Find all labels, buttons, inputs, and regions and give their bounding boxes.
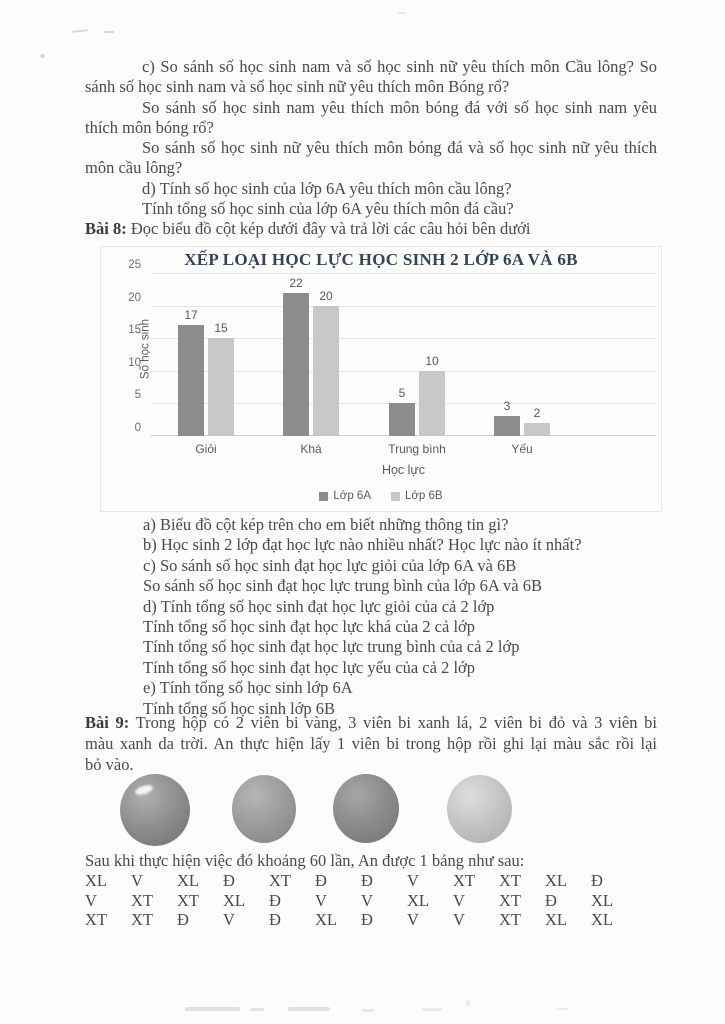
table-cell: Đ (361, 910, 373, 930)
bar-6b-trungbinh (419, 371, 445, 436)
table-cell: XL (315, 910, 337, 930)
results-letter-table (85, 871, 637, 930)
y-tick-25: 25 (128, 259, 141, 271)
exercise-9-label: Bài 9: (85, 713, 130, 732)
text-line: bỏ vào. (85, 755, 134, 774)
y-tick-10: 10 (128, 357, 141, 369)
legend-item-6b (391, 490, 443, 502)
bar-value-label: 17 (184, 308, 198, 323)
bar-group-yeu (494, 273, 550, 436)
table-cell: Đ (269, 890, 281, 910)
marble-image-1 (120, 774, 190, 846)
chart-title: XẾP LOẠI HỌC LỰC HỌC SINH 2 LỚP 6A VÀ 6B (184, 250, 578, 269)
text-line: c) So sánh số học sinh nam và số học sinh nữ yêu thích môn Cầu lông? So (142, 57, 657, 76)
bar-value-label: 15 (214, 321, 228, 336)
scan-artifact (362, 1009, 374, 1012)
table-cell: V (315, 890, 327, 910)
x-axis-title: Học lực (381, 463, 426, 477)
bar-6a-kha (283, 293, 309, 436)
scan-artifact (466, 1000, 470, 1006)
pencil-mark (40, 54, 45, 58)
scan-artifact (250, 1008, 264, 1011)
table-cell: V (223, 910, 235, 930)
table-cell: XL (545, 871, 567, 890)
table-cell: XT (499, 910, 521, 930)
exercise-8-text: Đọc biểu đồ cột kép dưới đây và trả lời các câu hỏi bên dưới (126, 219, 531, 239)
bar-chart (100, 246, 662, 512)
pencil-mark (72, 29, 88, 33)
table-cell: XT (499, 890, 521, 910)
text-line: e) Tính tổng số học sinh lớp 6A (143, 678, 353, 698)
category-label-gioi: Giỏi (195, 442, 217, 456)
bar-6a-gioi (178, 325, 204, 436)
exercise-9-heading (85, 712, 657, 733)
text-line: Tính tổng số học sinh đạt học lực yếu của cả 2 lớp (143, 657, 476, 677)
table-cell: Đ (361, 871, 373, 890)
table-cell: V (453, 890, 465, 910)
table-cell: V (407, 910, 419, 930)
text-line: Tính tổng số học sinh đạt học lực trung bình của cả 2 lớp (143, 637, 520, 657)
marble-image-4 (447, 775, 512, 843)
y-tick-0: 0 (134, 422, 141, 434)
text-line: c) So sánh số học sinh đạt học lực giỏi của lớp 6A và 6B (143, 555, 517, 575)
text-line: So sánh số học sinh đạt học lực trung bình của lớp 6A và 6B (143, 576, 542, 596)
table-cell: V (361, 890, 373, 910)
category-label-kha: Khá (300, 442, 322, 456)
text-line: màu xanh da trời. An thực hiện lấy 1 viên bi trong hộp rồi ghi lại màu sắc rồi lại (85, 734, 657, 753)
table-cell: XL (591, 910, 613, 930)
legend-swatch-6b (391, 492, 400, 501)
legend-swatch-6a (319, 492, 328, 501)
table-cell: XL (407, 890, 429, 910)
bar-6b-kha (313, 306, 339, 436)
text-line: So sánh số học sinh nam yêu thích môn bóng đá với số học sinh nam yêu (142, 97, 657, 117)
table-cell: XT (499, 871, 521, 890)
bar-6a-trungbinh (389, 403, 415, 436)
text-line: Tính tổng số học sinh đạt học lực khá của 2 cả lớp (143, 617, 476, 637)
table-cell: XL (85, 871, 107, 890)
marble-image-2 (232, 775, 296, 843)
text-line: Tính tổng số học sinh của lớp 6A yêu thích môn đá cầu? (142, 199, 514, 219)
bar-value-label: 3 (503, 399, 511, 414)
text-line: b) Học sinh 2 lớp đạt học lực nào nhiều nhất? Học lực nào ít nhất? (143, 535, 582, 555)
table-cell: XL (223, 890, 245, 910)
chart-questions (143, 515, 663, 719)
table-cell: Đ (223, 871, 235, 890)
bar-value-label: 2 (533, 405, 541, 420)
text-line: So sánh số học sinh nữ yêu thích môn bóng đá và số học sinh nữ yêu thích (142, 138, 657, 158)
table-cell: Đ (545, 890, 557, 910)
legend-item-6a (319, 490, 371, 502)
table-cell: Đ (591, 871, 603, 890)
bar-6a-yeu (494, 416, 520, 436)
text-line: Trong hộp có 2 viên bi vàng, 3 viên bi xanh lá, 2 viên bi đỏ và 3 viên bi (129, 713, 657, 732)
exercise-8-label: Bài 8: (85, 219, 127, 239)
bar-group-kha (283, 273, 339, 436)
text-line: a) Biểu đồ cột kép trên cho em biết những thông tin gì? (143, 515, 509, 534)
y-tick-5: 5 (134, 389, 141, 401)
bar-value-label: 5 (398, 386, 406, 401)
intro-questions (85, 57, 657, 240)
table-cell: V (131, 871, 143, 890)
bar-group-gioi (178, 273, 234, 436)
bar-value-label: 10 (425, 353, 439, 368)
table-cell: XT (269, 871, 291, 890)
bar-value-label: 22 (289, 275, 303, 290)
table-cell: XT (177, 890, 199, 910)
chart-legend (101, 490, 661, 502)
table-cell: XT (453, 871, 475, 890)
exercise-8-heading (85, 219, 657, 239)
scan-artifact (422, 1008, 442, 1011)
marble-image-3 (333, 774, 399, 843)
y-tick-20: 20 (128, 292, 141, 304)
table-cell: Đ (269, 910, 281, 930)
table-cell: XL (177, 871, 199, 890)
pencil-mark (398, 12, 406, 14)
table-cell: XT (85, 910, 107, 930)
category-label-trungbinh: Trung bình (388, 442, 446, 456)
bar-group-trungbinh (389, 273, 445, 436)
scan-artifact (288, 1007, 330, 1011)
y-tick-15: 15 (128, 324, 141, 336)
table-cell: Đ (177, 910, 189, 930)
table-cell: XL (545, 910, 567, 930)
text-line: thích môn bóng rổ? (85, 117, 214, 137)
table-cell: V (453, 910, 465, 930)
text-line: môn cầu lông? (85, 158, 183, 178)
text-line: sánh số học sinh nam và số học sinh nữ yêu thích môn Bóng rổ? (85, 77, 510, 97)
text-line: d) Tính số học sinh của lớp 6A yêu thích môn cầu lông? (142, 178, 512, 198)
table-cell: XT (131, 910, 153, 930)
text-line: d) Tính tổng số học sinh đạt học lực giỏi của cả 2 lớp (143, 596, 495, 616)
results-sentence: Sau khi thực hiện việc đó khoảng 60 lần, An được 1 bảng như sau: (85, 851, 525, 870)
table-cell: XT (131, 890, 153, 910)
plot-area (151, 273, 656, 436)
scan-artifact (556, 1008, 568, 1010)
exercise-9-paragraph (85, 712, 657, 775)
bar-6b-gioi (208, 338, 234, 436)
text-line: Tính tổng số học sinh lớp 6B (143, 698, 336, 718)
table-cell: V (85, 890, 97, 910)
legend-label-6a: Lớp 6A (333, 490, 371, 502)
table-cell: XL (591, 890, 613, 910)
category-label-yeu: Yếu (511, 442, 533, 456)
table-cell: V (407, 871, 419, 890)
bar-value-label: 20 (319, 288, 333, 303)
bar-6b-yeu (524, 423, 550, 436)
y-axis-title: Số học sinh (139, 318, 152, 380)
pencil-mark (104, 31, 114, 33)
table-cell: Đ (315, 871, 327, 890)
scan-artifact (185, 1007, 240, 1011)
legend-label-6b: Lớp 6B (405, 490, 443, 502)
